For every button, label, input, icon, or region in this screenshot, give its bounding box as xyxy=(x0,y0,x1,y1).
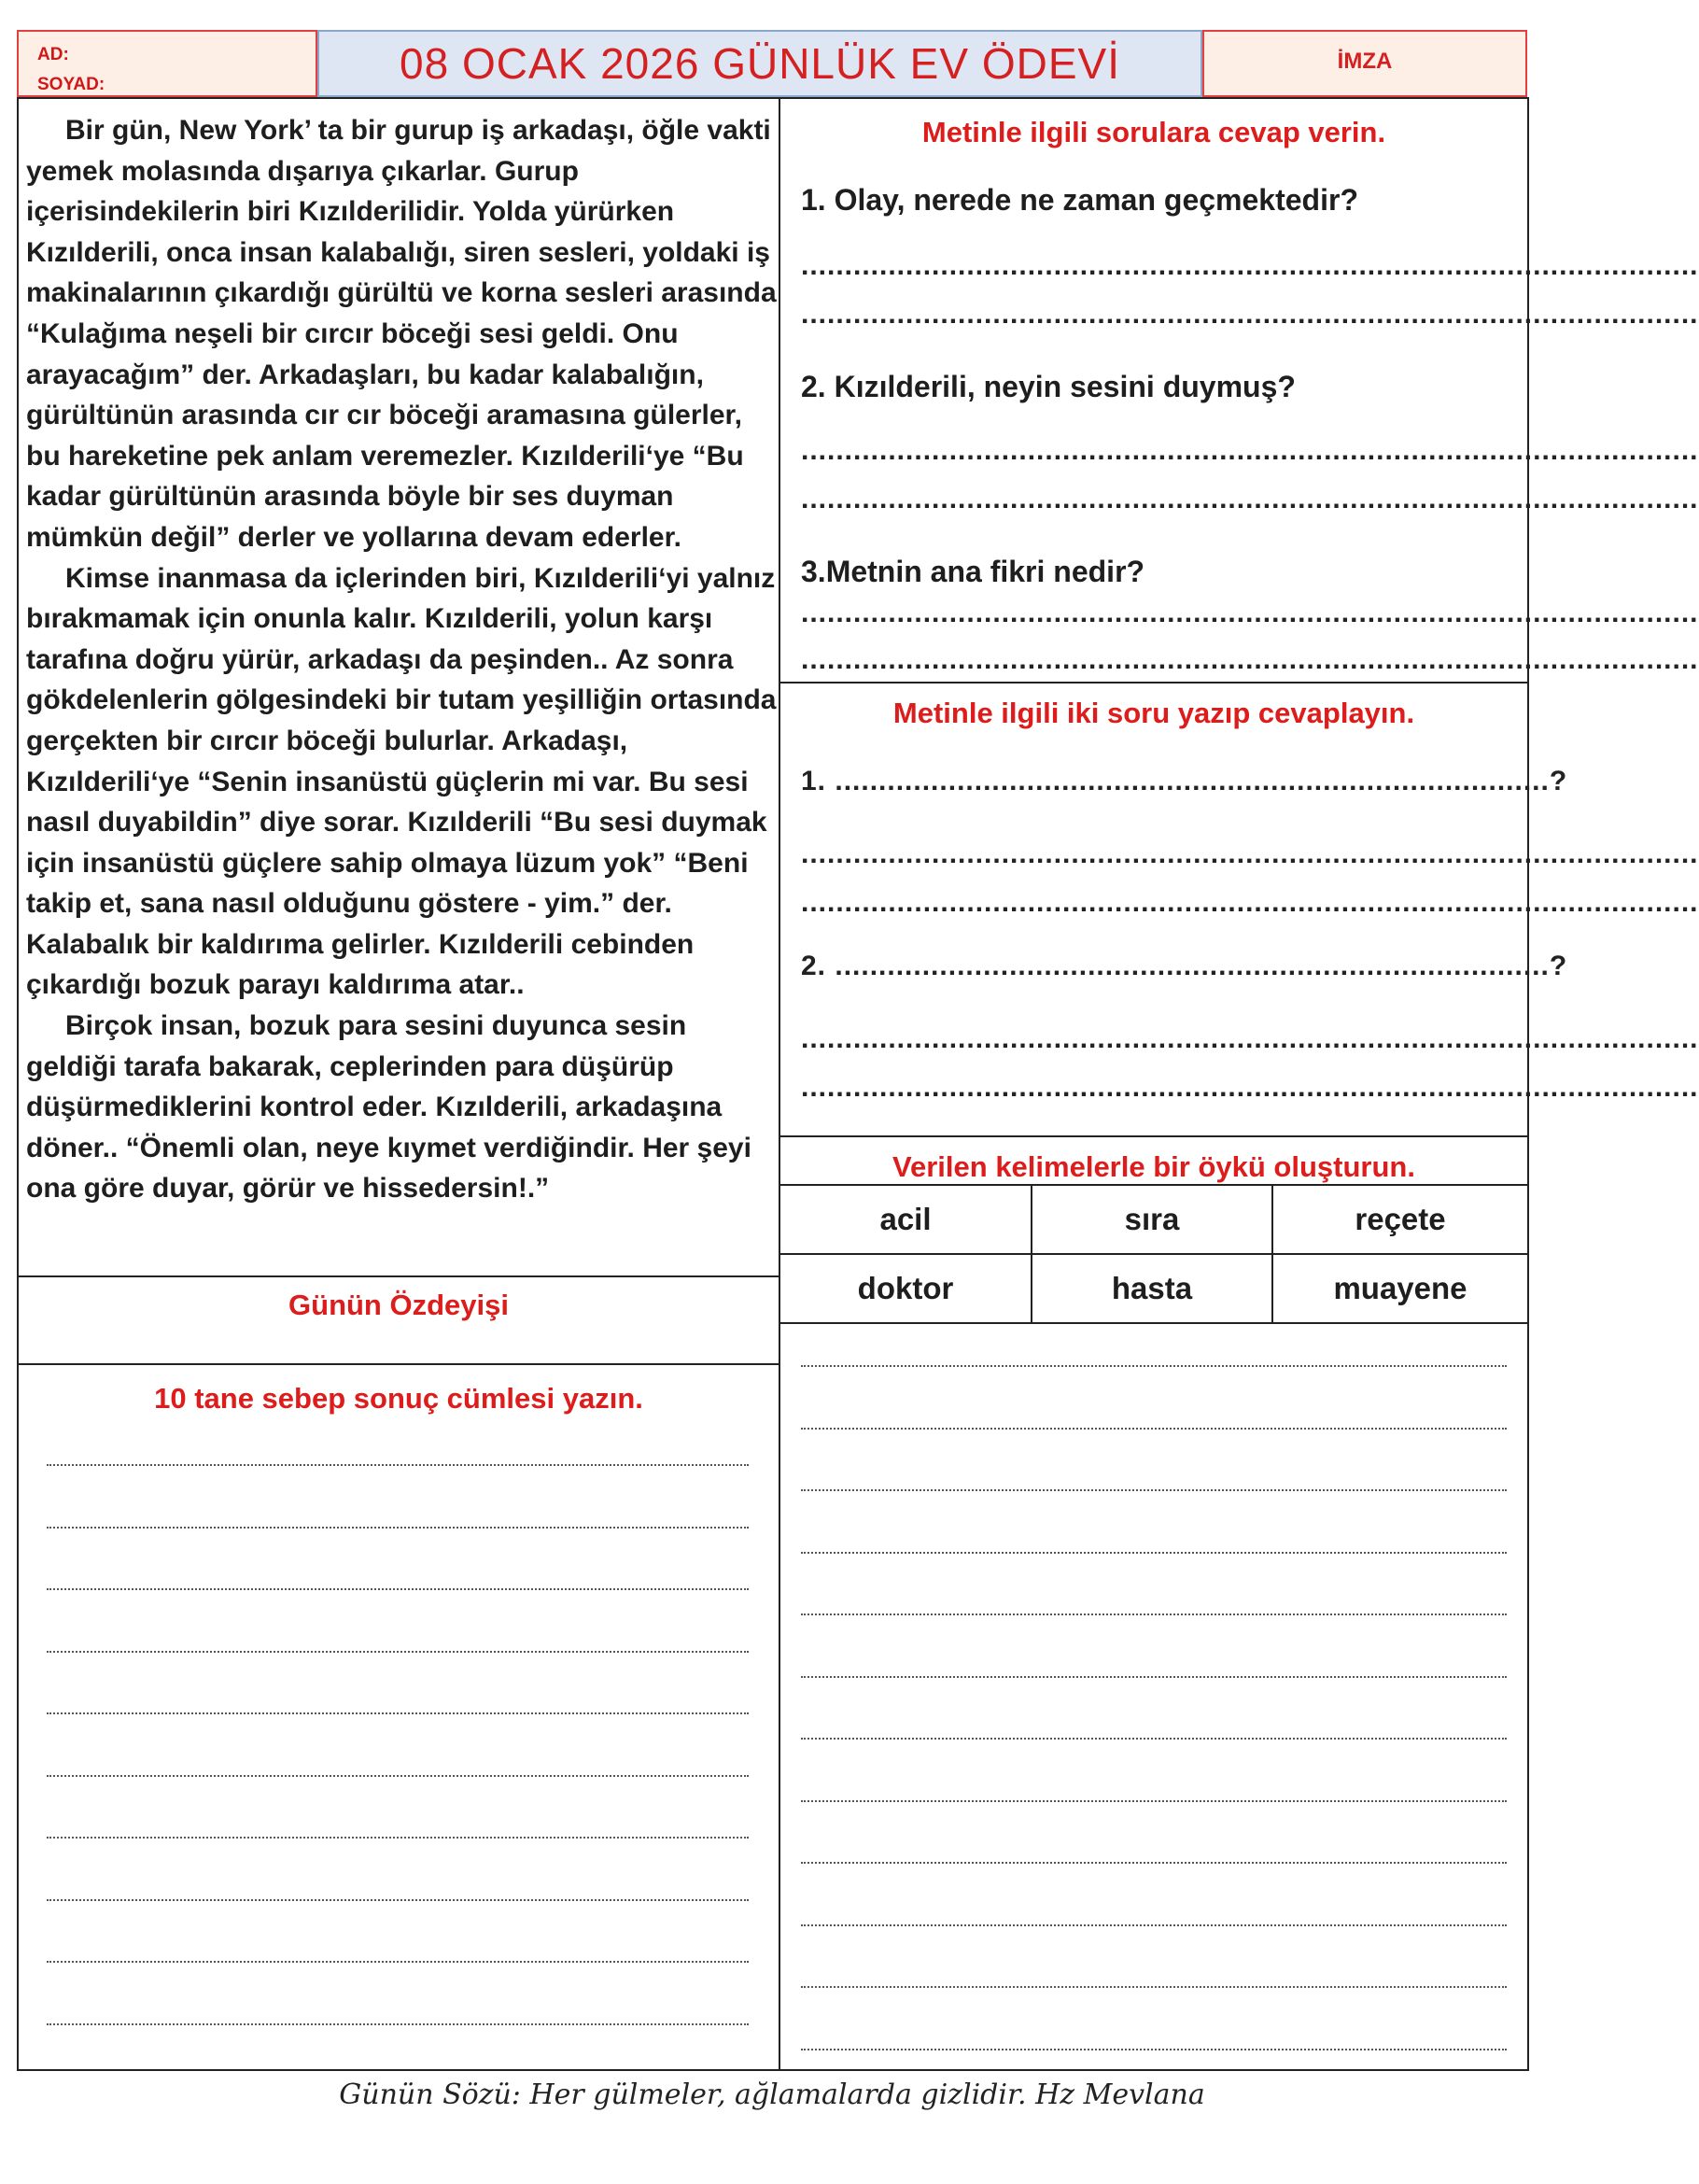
writing-line[interactable] xyxy=(801,1428,1507,1430)
word-text: reçete xyxy=(1355,1202,1446,1236)
own-questions-heading: Metinle ilgili iki soru yazıp cevaplayın. xyxy=(892,697,1415,729)
writing-line[interactable] xyxy=(47,1837,749,1839)
name-field[interactable] xyxy=(17,30,317,97)
answer-line[interactable]: ....................................................................................................... xyxy=(801,435,1699,466)
writing-line[interactable] xyxy=(47,1712,749,1714)
word-text: sıra xyxy=(1124,1202,1180,1236)
answer-line[interactable]: ....................................................................................................... xyxy=(801,644,1699,675)
writing-line[interactable] xyxy=(801,1986,1507,1988)
word-cell xyxy=(1031,1253,1273,1324)
signature-label: İMZA xyxy=(1337,49,1393,74)
page-title: 08 OCAK 2026 GÜNLÜK EV ÖDEVİ xyxy=(400,39,1120,88)
story-paragraph-3: Birçok insan, bozuk para sesini duyunca sesin geldiği tarafa bakarak, ceplerinden para düşürüp düşürmediklerini kontrol eder. Kızılderili, arkadaşına döner.. “Önemli olan, neye kıymet verdiğindir. Her şeyi ona göre duyar, görür ve hissedersin!.” xyxy=(26,1010,751,1205)
word-cell xyxy=(779,1184,1032,1255)
writing-line[interactable] xyxy=(801,1489,1507,1491)
answer-line[interactable]: ....................................................................................................... xyxy=(801,887,1699,918)
own-question-1-number: 1. xyxy=(801,766,827,796)
answer-line[interactable]: ....................................................................................................... xyxy=(801,838,1699,869)
writing-line[interactable] xyxy=(47,1961,749,1963)
writing-line[interactable] xyxy=(47,1527,749,1529)
cause-effect-box xyxy=(17,1363,780,2071)
word-text: muayene xyxy=(1333,1271,1467,1305)
writing-line[interactable] xyxy=(801,1676,1507,1678)
writing-line[interactable] xyxy=(47,1588,749,1590)
question-2: 2. Kızılderili, neyin sesini duymuş? xyxy=(801,370,1296,403)
questions-heading: Metinle ilgili sorulara cevap verin. xyxy=(921,116,1386,148)
writing-line[interactable] xyxy=(47,1464,749,1466)
page-title-bar xyxy=(317,30,1202,97)
story-paragraph-1: Bir gün, New York’ ta bir gurup iş arkadaşı, öğle vakti yemek molasında dışarıya çıkarlar. Gurup içerisindekilerin biri Kızılderilidir. Yolda yürürken Kızılderili, onca insan kalabalığı, siren sesleri, yoldaki iş makinalarının çıkardığı gürültü ve korna sesleri arasında “Kulağıma neşeli bir cırcır böceği sesi geldi. Onu arayacağım” der. Arkadaşları, bu kadar kalabalığın, gürültünün arasında cır cır böceği aramasına gülerler, bu hareketine pek anlam veremezler. Kızılderili‘ye “Bu kadar gürültünün arasında böyle bir ses duyman mümkün değil” derler ve yollarına devam ederler. xyxy=(26,115,777,553)
signature-field[interactable] xyxy=(1202,30,1527,97)
story-paragraph-2: Kimse inanmasa da içlerinden biri, Kızılderili‘yi yalnız bırakmamak için onunla kalır. Kızılderili, yolun karşı tarafına doğru yürür, arkadaşı da peşinden.. Az sonra gökdelenlerin gölgesindeki bir tutam yeşilliğin ortasında gerçekten bir cırcır böceği bulurlar. Arkadaşı, Kızılderili‘ye “Senin insanüstü güçlerin mi var. Bu sesi nasıl duyabildin” diye sorar. Kızılderili “Bu sesi duymak için insanüstü güçlere sahip olmaya lüzum yok” “Beni takip et, sana nasıl olduğunu göstere - yim.” der. Kalabalık bir kaldırıma gelirler. Kızılderili cebinden çıkardığı bozuk parayı kaldırıma atar.. xyxy=(26,562,777,1001)
own-question-2-number: 2. xyxy=(801,951,827,981)
answer-line[interactable]: ....................................................................................................... xyxy=(801,484,1699,514)
writing-line[interactable] xyxy=(801,1738,1507,1740)
word-cell xyxy=(1271,1253,1529,1324)
name-label: AD: xyxy=(37,45,69,64)
word-cell xyxy=(779,1253,1032,1324)
own-question-2-qmark: ? xyxy=(1549,951,1568,981)
writing-line[interactable] xyxy=(801,2049,1507,2050)
own-question-1-dots: .................................................................................. xyxy=(835,766,1550,796)
question-3: 3.Metnin ana fikri nedir? xyxy=(801,555,1145,588)
writing-line[interactable] xyxy=(801,1924,1507,1926)
writing-line[interactable] xyxy=(801,1552,1507,1554)
footer-quote: Günün Sözü: Her gülmeler, ağlamalarda gizlidir. Hz Mevlana xyxy=(339,2078,1205,2111)
story-words-heading: Verilen kelimelerle bir öykü oluşturun. xyxy=(892,1150,1415,1183)
writing-line[interactable] xyxy=(47,1775,749,1777)
story-text xyxy=(26,110,779,1209)
answer-line[interactable]: ....................................................................................................... xyxy=(801,299,1699,330)
question-1: 1. Olay, nerede ne zaman geçmektedir? xyxy=(801,183,1358,217)
surname-label: SOYAD: xyxy=(37,75,105,94)
word-text: acil xyxy=(879,1202,932,1236)
cause-effect-heading: 10 tane sebep sonuç cümlesi yazın. xyxy=(154,1382,643,1415)
writing-line[interactable] xyxy=(801,1613,1507,1615)
word-text: doktor xyxy=(857,1271,954,1305)
own-question-2-dots: .................................................................................. xyxy=(835,951,1550,981)
own-question-1-qmark: ? xyxy=(1549,766,1568,796)
own-question-2-line[interactable] xyxy=(801,951,1568,982)
answer-line[interactable]: ....................................................................................................... xyxy=(801,598,1699,628)
writing-line[interactable] xyxy=(801,1365,1507,1367)
answer-line[interactable]: ....................................................................................................... xyxy=(801,1023,1699,1054)
writing-line[interactable] xyxy=(47,2023,749,2025)
own-question-1-line[interactable] xyxy=(801,766,1568,797)
writing-line[interactable] xyxy=(47,1899,749,1901)
word-text: hasta xyxy=(1111,1271,1193,1305)
answer-line[interactable]: ....................................................................................................... xyxy=(801,250,1699,281)
answer-line[interactable]: ....................................................................................................... xyxy=(801,1072,1699,1103)
word-cell xyxy=(1031,1184,1273,1255)
word-cell xyxy=(1271,1184,1529,1255)
writing-line[interactable] xyxy=(801,1862,1507,1864)
motto-heading: Günün Özdeyişi xyxy=(288,1289,509,1321)
writing-line[interactable] xyxy=(801,1800,1507,1802)
writing-line[interactable] xyxy=(47,1651,749,1653)
